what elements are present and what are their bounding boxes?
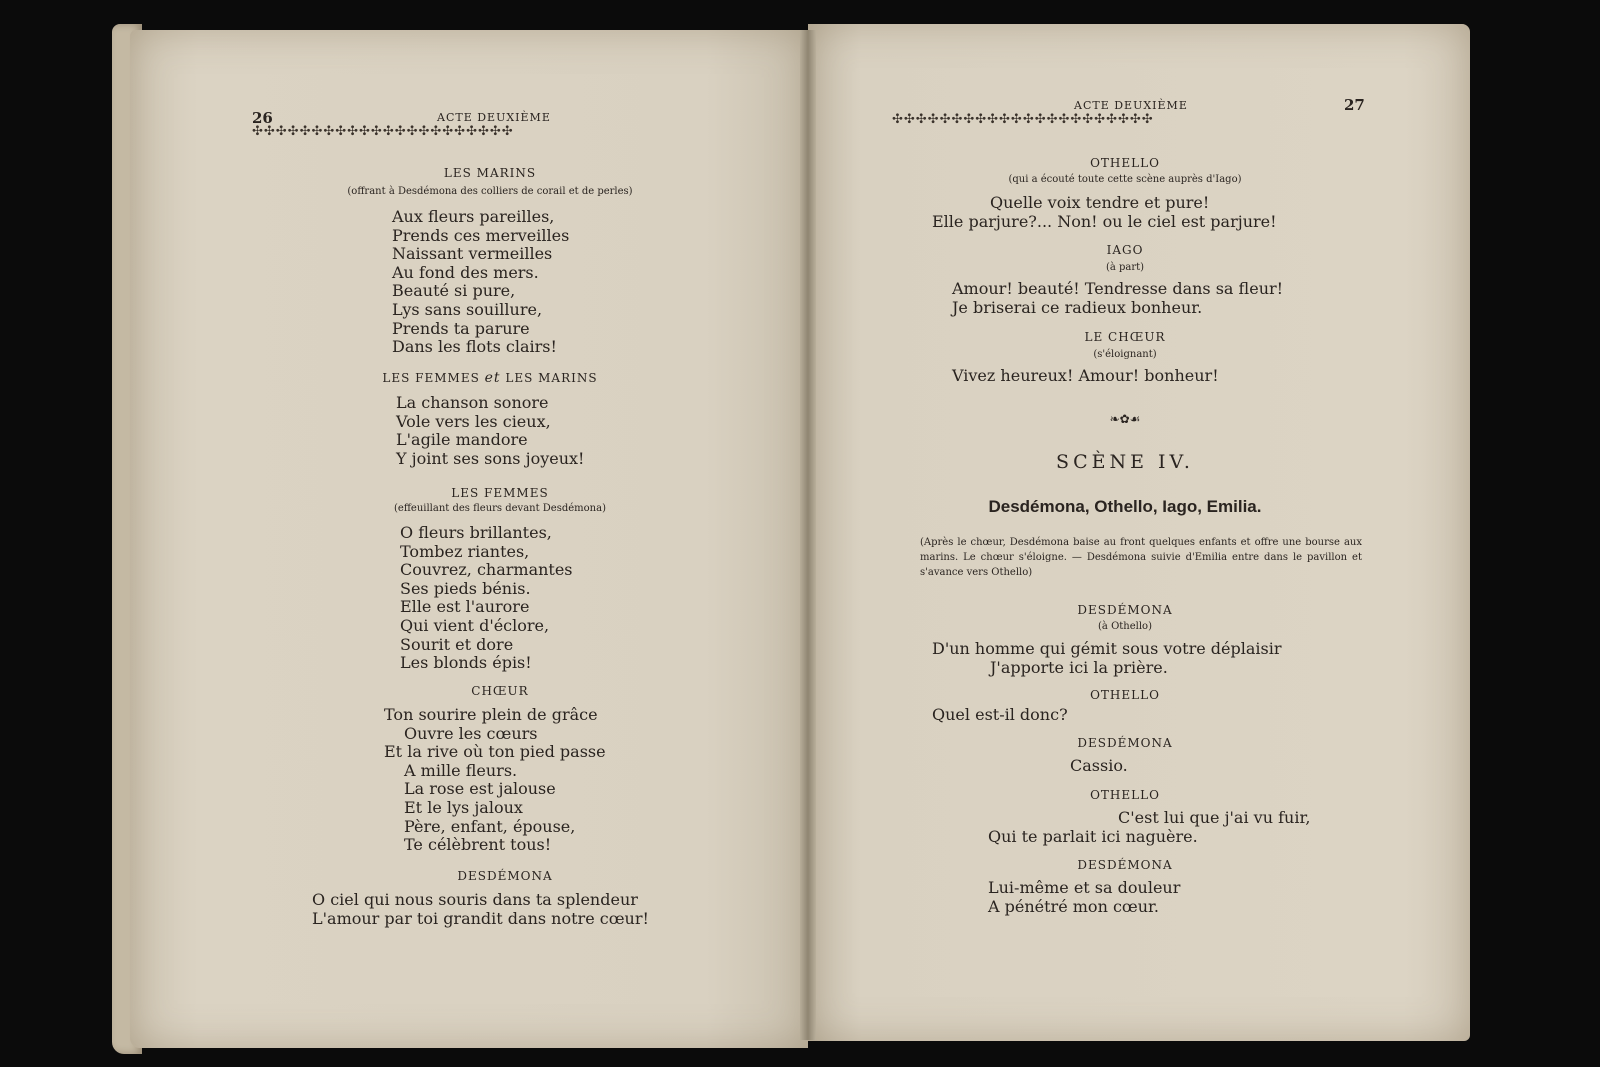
verse-line: Ton sourire plein de grâce (384, 705, 598, 724)
verse-line: A pénétré mon cœur. (988, 896, 1160, 916)
speaker-le-choeur: LE CHŒUR (1084, 330, 1166, 344)
stage-direction: (à part) (1105, 262, 1145, 273)
speaker-choeur: CHŒUR (471, 684, 529, 698)
verse-line: Elle est l'aurore (400, 597, 530, 617)
verse-line: Naissant vermeilles (392, 244, 553, 264)
verse-line: Ouvre les cœurs (404, 723, 538, 743)
stage-direction: (à Othello) (1098, 621, 1152, 632)
verse-line: C'est lui que j'ai vu fuir, (1118, 808, 1311, 827)
verse-line: Ses pieds bénis. (400, 578, 531, 598)
verse-block (384, 706, 606, 855)
verse-line: Aux fleurs pareilles, (392, 207, 555, 226)
verse-line: Père, enfant, épouse, (404, 816, 576, 836)
scene-characters: Desdémona, Othello, Iago, Emilia. (988, 497, 1262, 516)
verse-line: Qui vient d'éclore, (400, 615, 550, 635)
verse-line: Qui te parlait ici naguère. (988, 826, 1198, 846)
speaker-part: et (484, 370, 501, 386)
verse-line: Quel est-il donc? (932, 705, 1068, 724)
speaker-les-femmes-et-les-marins (380, 370, 600, 386)
scene-title: SCÈNE IV. (1056, 451, 1194, 473)
verse-line: O ciel qui nous souris dans ta splendeur (312, 890, 638, 909)
stage-direction: (offrant à Desdémona des colliers de corail et de perles) (347, 186, 633, 197)
verse-line: Je briserai ce radieux bonheur. (952, 297, 1203, 317)
verse-line: Couvrez, charmantes (400, 560, 573, 580)
fleuron-ornament: ❧✿☙ (1109, 412, 1141, 426)
verse-line: D'un homme qui gémit sous votre déplaisir (932, 639, 1282, 658)
stage-direction: (s'éloignant) (1093, 349, 1157, 360)
verse-line: L'amour par toi grandit dans notre cœur! (312, 908, 649, 928)
verse-block (400, 524, 573, 673)
verse-line: Tombez riantes, (400, 541, 530, 561)
verse-line: Te célèbrent tous! (404, 835, 552, 855)
verse-block (988, 809, 1310, 846)
speaker-desdemona: DESDÉMONA (1077, 858, 1173, 872)
stage-direction: (qui a écouté toute cette scène auprès d'Iago) (1008, 174, 1242, 185)
verse-line: Au fond des mers. (392, 262, 539, 282)
right-page-number: 27 (1344, 96, 1365, 114)
speaker-les-marins: LES MARINS (443, 166, 537, 180)
speaker-iago: IAGO (1106, 243, 1144, 257)
verse-block (1070, 757, 1128, 776)
speaker-othello: OTHELLO (1090, 788, 1160, 802)
book-gutter (800, 30, 816, 1040)
verse-block (392, 208, 569, 357)
verse-line: Y joint ses sons joyeux! (396, 448, 585, 468)
verse-line: La rose est jalouse (404, 779, 556, 799)
left-header-ornament: ✣✣✣✣✣✣✣✣✣✣✣✣✣✣✣✣✣✣✣✣✣✣ (252, 124, 514, 139)
speaker-part: LES MARINS (505, 371, 598, 385)
right-header-ornament: ✣✣✣✣✣✣✣✣✣✣✣✣✣✣✣✣✣✣✣✣✣✣ (892, 112, 1154, 127)
verse-line: O fleurs brillantes, (400, 523, 552, 542)
stage-direction: (effeuillant des fleurs devant Desdémona) (394, 503, 606, 514)
verse-line: J'apporte ici la prière. (990, 657, 1168, 677)
verse-line: Quelle voix tendre et pure! (990, 193, 1210, 212)
verse-block (988, 879, 1180, 916)
speaker-part: LES FEMMES (382, 371, 480, 385)
verse-line: La chanson sonore (396, 393, 549, 412)
verse-block (312, 891, 649, 928)
verse-block (932, 194, 1277, 231)
verse-block (932, 706, 1068, 725)
verse-line: Vole vers les cieux, (396, 411, 551, 431)
verse-line: Amour! beauté! Tendresse dans sa fleur! (952, 279, 1284, 298)
verse-block (952, 280, 1283, 317)
speaker-desdemona: DESDÉMONA (1077, 736, 1173, 750)
verse-line: Lys sans souillure, (392, 299, 543, 319)
right-running-head: ACTE DEUXIÈME (1074, 99, 1188, 112)
verse-line: Sourit et dore (400, 634, 514, 654)
verse-line: Dans les flots clairs! (392, 337, 557, 357)
verse-line: Et la rive où ton pied passe (384, 742, 606, 762)
verse-line: Elle parjure?... Non! ou le ciel est parjure! (932, 211, 1277, 231)
verse-line: Beauté si pure, (392, 281, 516, 301)
verse-line: Les blonds épis! (400, 653, 532, 673)
speaker-desdemona: DESDÉMONA (1077, 603, 1173, 617)
stage-note: (Après le chœur, Desdémona baise au front quelques enfants et offre une bourse aux marins. Le chœur s'éloigne. — Desdémona suivie d'Emilia entre dans le pavillon et s'avance vers Othello) (920, 537, 1362, 578)
verse-block (396, 394, 584, 468)
verse-line: A mille fleurs. (404, 760, 518, 780)
verse-line: Vivez heureux! Amour! bonheur! (952, 366, 1219, 385)
verse-line: Cassio. (1070, 756, 1128, 775)
verse-line: Prends ces merveilles (392, 225, 570, 245)
speaker-othello: OTHELLO (1090, 688, 1160, 702)
verse-line: Lui-même et sa douleur (988, 878, 1181, 897)
left-running-head: ACTE DEUXIÈME (437, 111, 551, 124)
verse-line: Prends ta parure (392, 318, 530, 338)
speaker-les-femmes: LES FEMMES (451, 486, 549, 500)
verse-line: Et le lys jaloux (404, 797, 523, 817)
speaker-othello: OTHELLO (1090, 156, 1160, 170)
verse-block (952, 367, 1219, 386)
verse-line: L'agile mandore (396, 430, 528, 450)
left-page-number: 26 (252, 109, 273, 127)
speaker-desdemona: DESDÉMONA (457, 869, 553, 883)
verse-block (932, 640, 1281, 677)
